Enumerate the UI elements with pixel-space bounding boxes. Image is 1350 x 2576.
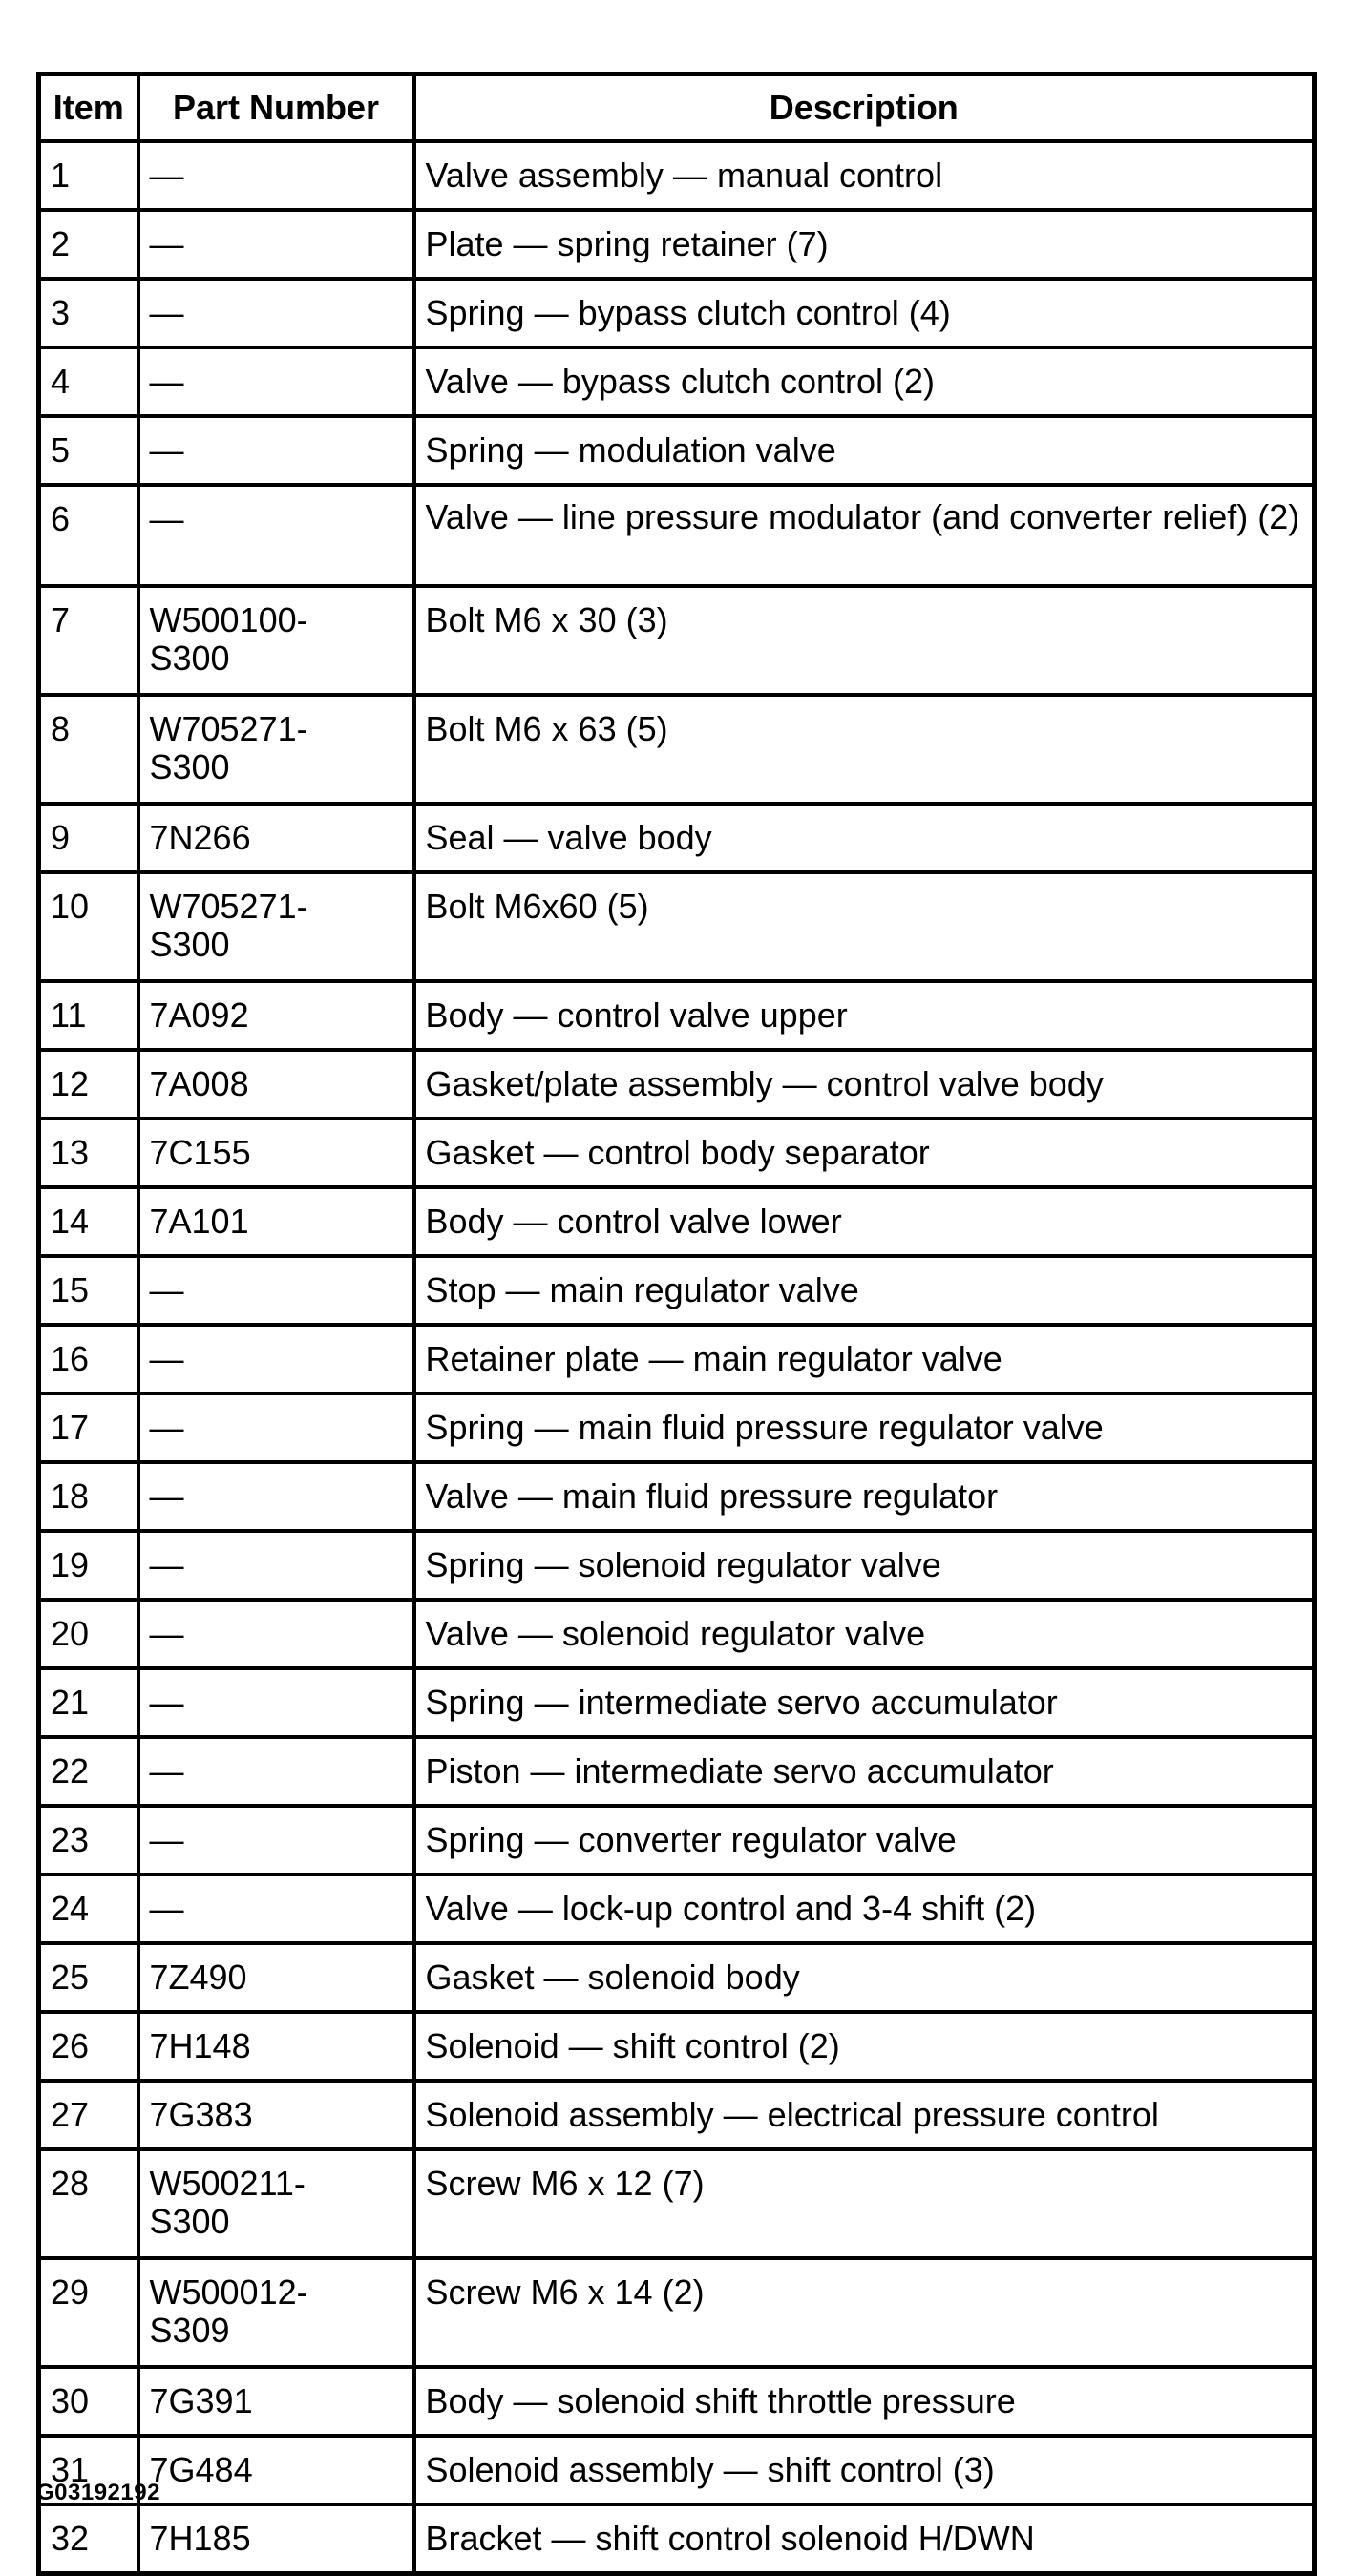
item-cell: 11 <box>39 981 138 1050</box>
description-cell: Screw M6 x 14 (2) <box>414 2258 1315 2367</box>
item-cell: 17 <box>39 1393 138 1462</box>
item-cell: 24 <box>39 1874 138 1943</box>
part-number-cell: — <box>138 485 414 586</box>
item-cell: 32 <box>39 2504 138 2574</box>
item-cell: 21 <box>39 1668 138 1737</box>
part-number-cell: — <box>138 1531 414 1600</box>
table-row <box>39 981 1315 1050</box>
description-cell: Valve — line pressure modulator (and converter relief) (2) <box>414 485 1315 586</box>
table-row <box>39 1187 1315 1256</box>
part-number-cell: — <box>138 1600 414 1668</box>
table-row <box>39 1737 1315 1806</box>
part-number-cell: 7A092 <box>138 981 414 1050</box>
header-item: Item <box>39 74 138 142</box>
part-number-cell: 7Z490 <box>138 1943 414 2012</box>
description-cell: Gasket — solenoid body <box>414 1943 1315 2012</box>
item-cell: 20 <box>39 1600 138 1668</box>
description-cell: Spring — bypass clutch control (4) <box>414 279 1315 347</box>
table-row <box>39 347 1315 416</box>
item-cell: 23 <box>39 1806 138 1874</box>
item-cell: 5 <box>39 416 138 485</box>
table-row <box>39 1600 1315 1668</box>
header-description: Description <box>414 74 1315 142</box>
table-row <box>39 141 1315 210</box>
part-number-cell: W705271- S300 <box>138 695 414 804</box>
part-number-cell: — <box>138 141 414 210</box>
description-cell: Spring — solenoid regulator valve <box>414 1531 1315 1600</box>
description-cell: Bolt M6 x 63 (5) <box>414 695 1315 804</box>
item-cell: 6 <box>39 485 138 586</box>
table-row <box>39 2081 1315 2149</box>
part-number-cell: W500100- S300 <box>138 586 414 695</box>
item-cell: 3 <box>39 279 138 347</box>
table-row <box>39 279 1315 347</box>
part-number-cell: — <box>138 1462 414 1531</box>
part-number-cell: — <box>138 1874 414 1943</box>
table-row <box>39 1462 1315 1531</box>
part-number-cell: — <box>138 279 414 347</box>
description-cell: Bolt M6 x 30 (3) <box>414 586 1315 695</box>
item-cell: 16 <box>39 1325 138 1393</box>
description-cell: Piston — intermediate servo accumulator <box>414 1737 1315 1806</box>
description-cell: Valve — main fluid pressure regulator <box>414 1462 1315 1531</box>
description-cell: Spring — intermediate servo accumulator <box>414 1668 1315 1737</box>
part-number-cell: 7G391 <box>138 2367 414 2436</box>
item-cell: 1 <box>39 141 138 210</box>
table-row <box>39 2367 1315 2436</box>
item-cell: 18 <box>39 1462 138 1531</box>
table-row <box>39 1119 1315 1187</box>
part-number-cell: 7H148 <box>138 2012 414 2081</box>
part-number-cell: 7A101 <box>138 1187 414 1256</box>
table-row <box>39 1256 1315 1325</box>
part-number-cell: — <box>138 1325 414 1393</box>
part-number-cell: 7A008 <box>138 1050 414 1119</box>
table-row <box>39 872 1315 981</box>
item-cell: 10 <box>39 872 138 981</box>
item-cell: 8 <box>39 695 138 804</box>
table-row <box>39 1806 1315 1874</box>
table-row <box>39 2258 1315 2367</box>
table-row <box>39 2149 1315 2258</box>
part-number-cell: 7N266 <box>138 804 414 872</box>
item-cell: 7 <box>39 586 138 695</box>
part-number-cell: — <box>138 416 414 485</box>
description-cell: Screw M6 x 12 (7) <box>414 2149 1315 2258</box>
table-row <box>39 1393 1315 1462</box>
description-cell: Valve — bypass clutch control (2) <box>414 347 1315 416</box>
description-cell: Body — solenoid shift throttle pressure <box>414 2367 1315 2436</box>
description-cell: Solenoid assembly — shift control (3) <box>414 2436 1315 2504</box>
item-cell: 31 <box>39 2436 138 2504</box>
description-cell: Solenoid — shift control (2) <box>414 2012 1315 2081</box>
description-cell: Spring — main fluid pressure regulator valve <box>414 1393 1315 1462</box>
description-cell: Spring — converter regulator valve <box>414 1806 1315 1874</box>
part-number-cell: — <box>138 1806 414 1874</box>
item-cell: 28 <box>39 2149 138 2258</box>
description-cell: Gasket — control body separator <box>414 1119 1315 1187</box>
item-cell: 22 <box>39 1737 138 1806</box>
description-cell: Retainer plate — main regulator valve <box>414 1325 1315 1393</box>
item-cell: 19 <box>39 1531 138 1600</box>
part-number-cell: — <box>138 347 414 416</box>
table-row <box>39 2436 1315 2504</box>
description-cell: Valve assembly — manual control <box>414 141 1315 210</box>
description-cell: Gasket/plate assembly — control valve body <box>414 1050 1315 1119</box>
description-cell: Bracket — shift control solenoid H/DWN <box>414 2504 1315 2574</box>
description-cell: Seal — valve body <box>414 804 1315 872</box>
item-cell: 2 <box>39 210 138 279</box>
description-cell: Bolt M6x60 (5) <box>414 872 1315 981</box>
header-row <box>39 74 1315 142</box>
part-number-cell: — <box>138 1393 414 1462</box>
part-number-cell: — <box>138 1737 414 1806</box>
part-number-cell: — <box>138 1668 414 1737</box>
table-row <box>39 1325 1315 1393</box>
table-row <box>39 2504 1315 2574</box>
item-cell: 27 <box>39 2081 138 2149</box>
part-number-cell: 7G484 <box>138 2436 414 2504</box>
figure-id: G03192192 <box>36 2480 160 2505</box>
description-cell: Solenoid assembly — electrical pressure control <box>414 2081 1315 2149</box>
description-cell: Body — control valve upper <box>414 981 1315 1050</box>
item-cell: 26 <box>39 2012 138 2081</box>
description-cell: Plate — spring retainer (7) <box>414 210 1315 279</box>
table-row <box>39 1874 1315 1943</box>
part-number-cell: W705271- S300 <box>138 872 414 981</box>
part-number-cell: 7H185 <box>138 2504 414 2574</box>
table-row <box>39 210 1315 279</box>
table-row <box>39 2012 1315 2081</box>
table-row <box>39 1943 1315 2012</box>
item-cell: 25 <box>39 1943 138 2012</box>
part-number-cell: 7C155 <box>138 1119 414 1187</box>
item-cell: 9 <box>39 804 138 872</box>
table-row <box>39 1668 1315 1737</box>
item-cell: 14 <box>39 1187 138 1256</box>
header-part-number: Part Number <box>138 74 414 142</box>
part-number-cell: 7G383 <box>138 2081 414 2149</box>
table-row <box>39 804 1315 872</box>
description-cell: Body — control valve lower <box>414 1187 1315 1256</box>
part-number-cell: W500211- S300 <box>138 2149 414 2258</box>
item-cell: 30 <box>39 2367 138 2436</box>
item-cell: 12 <box>39 1050 138 1119</box>
table-row <box>39 695 1315 804</box>
table-row <box>39 586 1315 695</box>
table-row <box>39 416 1315 485</box>
item-cell: 4 <box>39 347 138 416</box>
description-cell: Spring — modulation valve <box>414 416 1315 485</box>
description-cell: Stop — main regulator valve <box>414 1256 1315 1325</box>
item-cell: 13 <box>39 1119 138 1187</box>
item-cell: 29 <box>39 2258 138 2367</box>
description-cell: Valve — solenoid regulator valve <box>414 1600 1315 1668</box>
table-row <box>39 1050 1315 1119</box>
table-row <box>39 1531 1315 1600</box>
table-row <box>39 485 1315 586</box>
part-number-cell: W500012- S309 <box>138 2258 414 2367</box>
description-cell: Valve — lock-up control and 3-4 shift (2) <box>414 1874 1315 1943</box>
part-number-cell: — <box>138 1256 414 1325</box>
parts-body <box>39 141 1315 2574</box>
parts-table <box>36 72 1317 2576</box>
item-cell: 15 <box>39 1256 138 1325</box>
part-number-cell: — <box>138 210 414 279</box>
